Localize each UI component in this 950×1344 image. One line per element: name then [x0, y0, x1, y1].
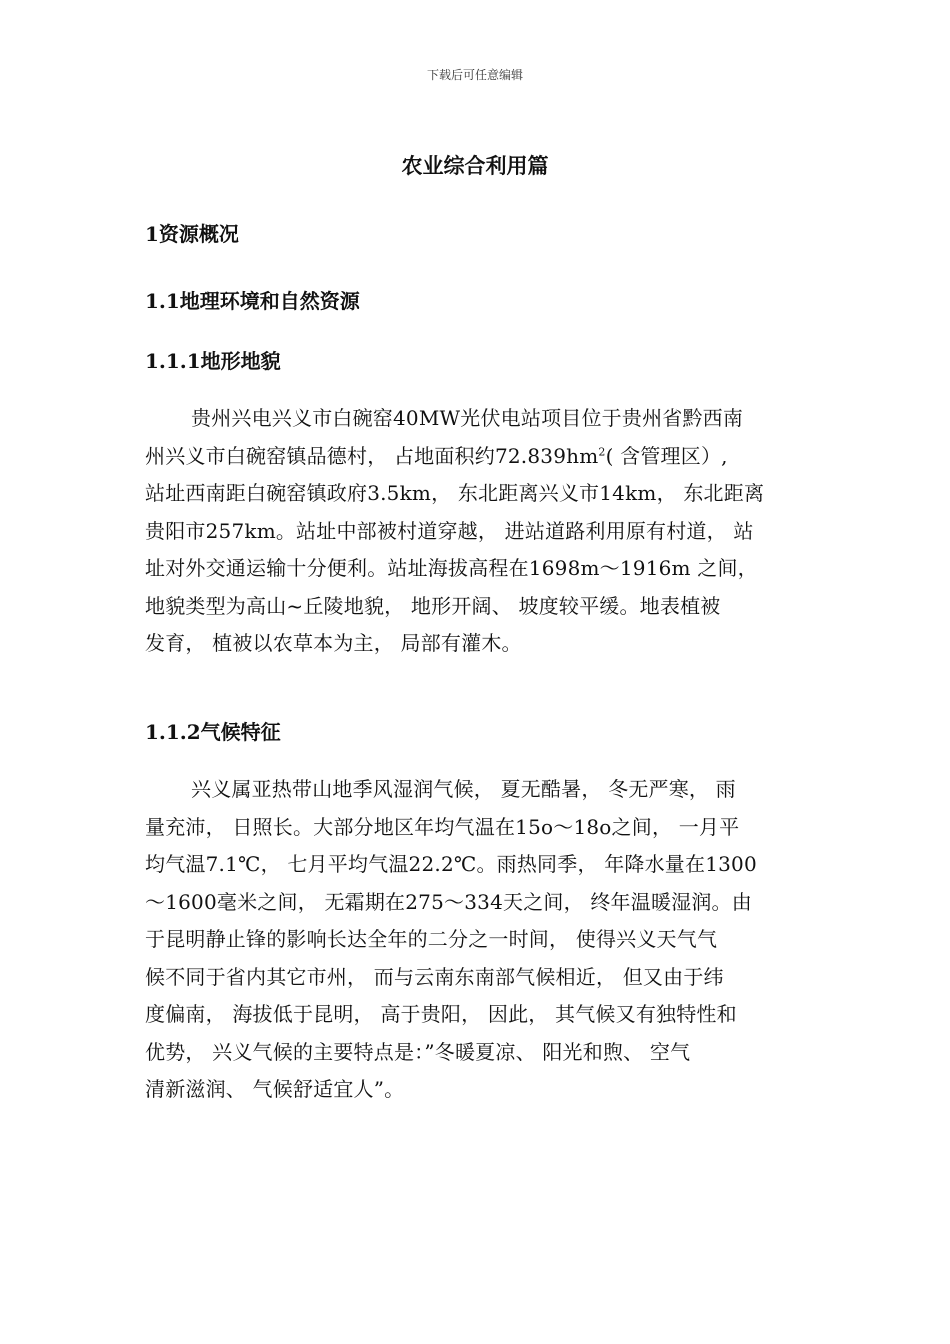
paragraph-line: 度偏南， 海拔低于昆明， 高于贵阳， 因此， 其气候又有独特性和	[145, 1002, 737, 1026]
paragraph-line: 优势， 兴义气候的主要特点是：”冬暖夏凉、 阳光和煦、 空气	[145, 1039, 691, 1064]
paragraph-line: ～1600毫米之间， 无霜期在275～334天之间， 终年温暖湿润。由	[145, 889, 752, 914]
paragraph-line-text: 州兴义市白碗窑镇品德村， 占地面积约72.839hm	[145, 443, 599, 468]
paragraph-line: 址对外交通运输十分便利。站址海拔高程在1698m～1916m 之间，	[145, 556, 758, 580]
document-title: 农业综合利用篇	[401, 153, 549, 178]
page-header-note: 下载后可任意编辑	[426, 68, 523, 82]
paragraph-line: 量充沛， 日照长。大部分地区年均气温在15o～18o之间， 一月平	[145, 814, 740, 839]
paragraph-line: 地貌类型为高山~丘陵地貌， 地形开阔、 坡度较平缓。地表植被	[145, 593, 721, 618]
paragraph-line: 均气温7.1℃， 七月平均气温22.2℃。雨热同季， 年降水量在1300	[145, 852, 757, 876]
paragraph-climate	[145, 771, 805, 1109]
paragraph-line: 候不同于省内其它市州， 而与云南东南部气候相近， 但又由于纬	[145, 964, 724, 989]
paragraph-line	[145, 438, 805, 476]
paragraph-line: 清新滋润、 气候舒适宜人”。	[145, 1077, 405, 1101]
heading-1: 1资源概况	[145, 222, 239, 246]
heading-1-1-1: 1.1.1地形地貌	[145, 349, 281, 373]
paragraph-line: 兴义属亚热带山地季风湿润气候， 夏无酷暑， 冬无严寒， 雨	[191, 777, 736, 801]
paragraph-line-tail: ( 含管理区）,	[605, 443, 728, 468]
paragraph-line: 于昆明静止锋的影响长达全年的二分之一时间， 使得兴义天气气	[145, 927, 718, 951]
paragraph-terrain	[145, 400, 805, 663]
heading-1-1: 1.1地理环境和自然资源	[145, 289, 360, 313]
superscript-area-unit: 2	[598, 444, 606, 458]
paragraph-line: 发育， 植被以农草本为主， 局部有灌木。	[145, 631, 522, 655]
paragraph-line: 贵州兴电兴义市白碗窑40MW光伏电站项目位于贵州省黔西南	[191, 406, 744, 430]
paragraph-line: 站址西南距白碗窑镇政府3.5km， 东北距离兴义市14km， 东北距离	[145, 481, 765, 505]
heading-1-1-2: 1.1.2气候特征	[145, 720, 281, 744]
paragraph-line: 贵阳市257km。站址中部被村道穿越， 进站道路利用原有村道， 站	[145, 518, 754, 543]
